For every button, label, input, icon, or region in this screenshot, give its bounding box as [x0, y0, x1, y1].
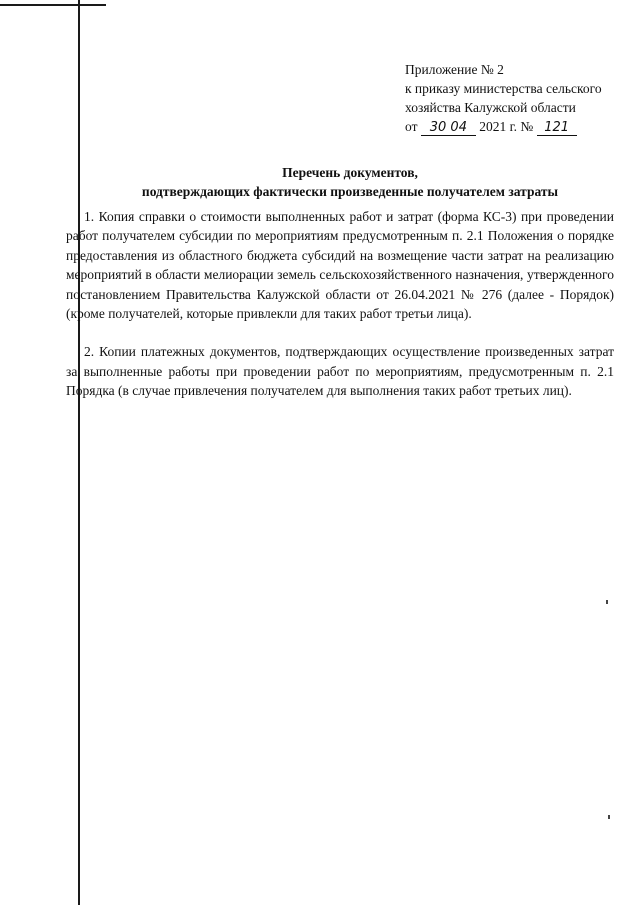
- scan-speck: [608, 815, 610, 819]
- appendix-header: [405, 60, 625, 136]
- title-line-1: Перечень документов,: [282, 165, 418, 180]
- appendix-date-line: [405, 117, 625, 136]
- document-title: [80, 163, 620, 201]
- handwritten-date: 30 04: [421, 121, 476, 136]
- title-line-2: подтверждающих фактически произведенные получателем затраты: [141, 184, 559, 199]
- document-body: [66, 207, 614, 420]
- appendix-order-line: к приказу министерства сельского: [405, 81, 602, 96]
- from-label: от: [405, 119, 418, 134]
- scan-margin-line: [78, 0, 80, 905]
- paragraph-2: 2. Копии платежных документов, подтверждающих осуществление произведенных затрат за выполненные работы при проведении работ по мероприятиям, предусмотренным п. 2.1 Порядка (в случае привлечения получателем для выполнения таких работ третьих лиц).: [66, 344, 614, 399]
- appendix-ministry-line: хозяйства Калужской области: [405, 100, 576, 115]
- paragraph-1: 1. Копия справки о стоимости выполненных работ и затрат (форма КС-3) при проведении работ получателем субсидии по мероприятиям предусмотренным п. 2.1 Положения о порядке предоставления из областного бюджета субсидий на возмещение части затрат на реализацию мероприятий в области мелиорации земель сельскохозяйственного назначения, утвержденного постановлением Правительства Калужской области от 26.04.2021 № 276 (далее - Порядок) (кроме получателей, которые привлекли для таких работ третьи лица).: [66, 209, 614, 322]
- scan-top-line: [0, 4, 106, 6]
- year-number-label: 2021 г. №: [479, 119, 534, 134]
- handwritten-order-number: 121: [537, 121, 577, 136]
- appendix-title: Приложение № 2: [405, 62, 504, 77]
- scan-speck: [606, 600, 608, 604]
